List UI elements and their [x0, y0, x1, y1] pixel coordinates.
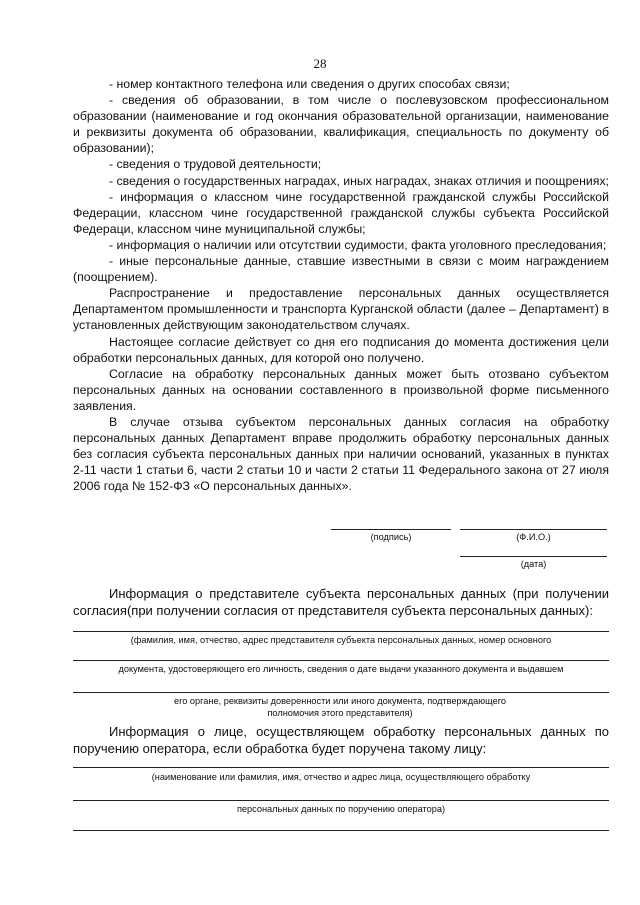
representative-line-2[interactable]	[73, 660, 609, 661]
date-line[interactable]	[460, 556, 607, 557]
representative-hint-2: документа, удостоверяющего его личность, сведения о дате выдачи указанного документа и выдавшем	[118, 664, 564, 674]
representative-hint-3: его органе, реквизиты доверенности или иного документа, подтверждающего полномочия этого представителя)	[174, 696, 506, 718]
representative-line-1[interactable]	[73, 631, 609, 632]
operator-line-2[interactable]	[73, 800, 609, 801]
representative-line-3[interactable]	[73, 692, 609, 693]
operator-hint-1: (наименование или фамилия, имя, отчество и адрес лица, осуществляющего обработку	[151, 772, 531, 782]
date-label: (дата)	[520, 559, 547, 569]
paragraph: - иные персональные данные, ставшие известными в связи с моим награждением (поощрением).	[73, 254, 609, 285]
representative-hint-1: (фамилия, имя, отчество, адрес представителя субъекта персональных данных, номер основного	[130, 635, 552, 645]
paragraph: Распространение и предоставление персональных данных осуществляется Департаментом промышленности и транспорта Курганской области (далее – Департамент) в установленных действующим законодательством случаях.	[73, 286, 609, 333]
paragraph: - сведения о трудовой деятельности;	[109, 157, 322, 172]
paragraph: В случае отзыва субъектом персональных данных согласия на обработку персональных данных Департамент вправе продолжить обработку персональных данных без согласия субъекта персональных данных при наличии оснований, указанных в пунктах 2-11 части 1 статьи 6, части 2 статьи 10 и части 2 статьи 11 Федерального закона от 27 июля 2006 года № 152-ФЗ «О персональных данных».	[73, 414, 609, 494]
operator-heading: Информация о лице, осуществляющем обработку персональных данных по поручению оператора, если обработка будет поручена такому лицу:	[73, 724, 609, 756]
operator-line-1[interactable]	[73, 767, 609, 768]
paragraph: - информация о классном чине государственной гражданской службы Российской Федерации, классном чине государственной гражданской службы субъекта Российской Федераци, классном чине муниципальной службы;	[73, 189, 609, 236]
name-line[interactable]	[460, 529, 607, 530]
page-number: 28	[313, 56, 327, 71]
signature-label: (подпись)	[370, 532, 412, 542]
operator-section	[73, 723, 609, 757]
operator-line-3[interactable]	[73, 830, 609, 831]
representative-heading: Информация о представителе субъекта персональных данных (при получении согласия(при получении согласия от представителя субъекта персональных данных):	[73, 586, 609, 618]
signature-line[interactable]	[331, 529, 451, 530]
name-label: (Ф.И.О.)	[516, 532, 551, 542]
paragraph: Настоящее согласие действует со дня его подписания до момента достижения цели обработки персональных данных, для которой оно получено.	[73, 334, 609, 365]
consent-body	[73, 76, 609, 494]
paragraph: - сведения об образовании, в том числе о послевузовском профессиональном образовании (наименование и год окончания образовательной организации, наименование и реквизиты документа об образовании, квалификация, специальность по документу об образовании);	[73, 93, 609, 156]
paragraph: - сведения о государственных наградах, иных наградах, знаках отличия и поощрениях;	[109, 173, 610, 188]
representative-section	[73, 585, 609, 619]
paragraph: - информация о наличии или отсутствии судимости, факта уголовного преследования;	[109, 237, 607, 252]
paragraph: Согласие на обработку персональных данных может быть отозвано субъектом персональных данных на основании составленного в произвольной форме письменного заявления.	[73, 366, 609, 413]
operator-hint-2: персональных данных по поручению оператора)	[236, 804, 446, 814]
paragraph: - номер контактного телефона или сведения о других способах связи;	[109, 77, 510, 91]
